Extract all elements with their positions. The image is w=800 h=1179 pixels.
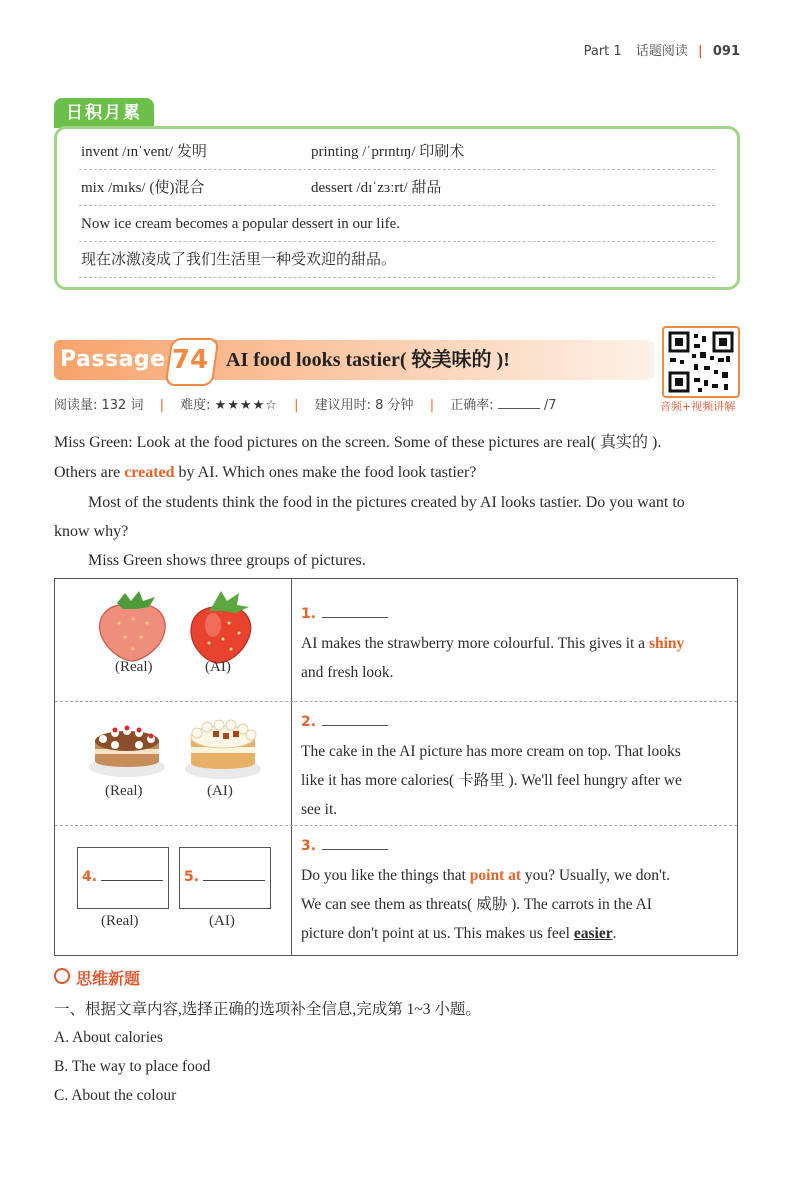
highlight-shiny: shiny — [648, 635, 685, 652]
ai-cake-image — [183, 707, 263, 783]
page-number: 091 — [712, 44, 740, 59]
underlined-easier: easier — [573, 925, 613, 942]
paragraph-1-line-1: Miss Green: Look at the food pictures on the screen. Some of these pictures are real( 真实的 ). — [54, 434, 662, 451]
section-label: 话题阅读 — [635, 44, 688, 59]
new-questions-heading: 思维新题 — [76, 969, 141, 988]
part-label: Part 1 — [583, 44, 622, 59]
vocab-word: printing /ˈprɪntɪŋ/ 印刷术 — [311, 144, 465, 160]
pencil-icon — [54, 968, 70, 984]
row-3-text: 3. Do you like the things that point at you? Usually, we don't. We can see them as threats( 威胁 ). The carrots in the AI picture don't point at us. This makes us feel easier. — [301, 831, 729, 948]
reading-meta: 阅读量: 132 词 | 难度: ★★★★☆ | 建议用时: 8 分钟 | 正确率: /7 — [54, 398, 557, 413]
answer-box-4[interactable]: 4. — [77, 847, 169, 909]
question-instruction: 一、根据文章内容,选择正确的选项补全信息,完成第 1~3 小题。 — [54, 1001, 481, 1018]
paragraph-2-line-2: know why? — [54, 523, 129, 540]
row-2-text: 2. The cake in the AI picture has more cream on top. That looks like it has more calories( 卡路里 ). We'll feel hungry after we see it. — [301, 707, 729, 824]
caption-ai: (AI) — [207, 783, 233, 799]
accuracy-label: 正确率: — [450, 398, 494, 413]
caption-real: (Real) — [101, 913, 139, 929]
passage-number: 74 — [171, 345, 209, 375]
qr-code-icon[interactable] — [662, 326, 740, 398]
passage-label: Passage — [60, 347, 166, 372]
vocab-row — [79, 135, 715, 170]
option-a: A. About calories — [54, 1029, 163, 1046]
question-number: 3. — [301, 838, 317, 854]
option-b: B. The way to place food — [54, 1058, 211, 1075]
caption-real: (Real) — [115, 659, 153, 675]
table-row — [55, 579, 737, 702]
difficulty-stars: ★★★★☆ — [214, 398, 278, 413]
vocab-title: 日积月累 — [54, 98, 154, 128]
vocab-sentence-zh: 现在冰激凌成了我们生活里一种受欢迎的甜品。 — [79, 243, 715, 278]
paragraph-2-line-1: Most of the students think the food in the pictures created by AI looks tastier. Do you want to — [88, 494, 685, 511]
qr-code-graphic — [664, 328, 738, 396]
accuracy-blank[interactable] — [498, 396, 540, 409]
answer-box-5[interactable]: 5. — [179, 847, 271, 909]
table-row — [55, 701, 737, 826]
answer-blank-2[interactable] — [322, 711, 388, 726]
caption-real: (Real) — [105, 783, 143, 799]
real-strawberry-image — [93, 589, 171, 665]
ai-strawberry-image — [183, 587, 259, 667]
answer-blank-3[interactable] — [322, 835, 388, 850]
vocab-word: invent /ɪnˈvent/ 发明 — [81, 144, 207, 160]
accuracy-total: /7 — [543, 398, 557, 413]
running-head — [584, 40, 740, 59]
caption-ai: (AI) — [205, 659, 231, 675]
vocab-row — [79, 171, 715, 206]
difficulty-label: 难度: — [180, 398, 211, 413]
paragraph-3: Miss Green shows three groups of pictures. — [88, 552, 366, 569]
row-1-text: 1. AI makes the strawberry more colourful. This gives it a shiny and fresh look. — [301, 599, 729, 687]
reading-count: 阅读量: 132 词 — [54, 398, 144, 413]
answer-blank-1[interactable] — [322, 603, 388, 618]
highlight-point-at: point at — [469, 867, 522, 884]
vocab-sentence-en: Now ice cream becomes a popular dessert in our life. — [79, 207, 715, 242]
table-row — [55, 825, 737, 955]
passage-title: AI food looks tastier( 较美味的 )! — [226, 349, 510, 371]
suggested-time: 建议用时: 8 分钟 — [314, 398, 414, 413]
paragraph-1-line-2: Others are created by AI. Which ones make the food look tastier? — [54, 464, 477, 481]
vocab-word: mix /mɪks/ (使)混合 — [81, 180, 205, 196]
vocab-word: dessert /dɪˈzɜːrt/ 甜品 — [311, 180, 442, 196]
vocab-box — [54, 126, 740, 290]
pictures-table — [54, 578, 738, 956]
caption-ai: (AI) — [209, 913, 235, 929]
head-separator: | — [697, 44, 703, 59]
option-c: C. About the colour — [54, 1087, 177, 1104]
question-number: 1. — [301, 606, 317, 622]
real-cake-image — [87, 711, 167, 781]
question-number: 2. — [301, 714, 317, 730]
highlight-created: created — [124, 464, 175, 481]
qr-caption: 音频+视频讲解 — [660, 400, 736, 413]
